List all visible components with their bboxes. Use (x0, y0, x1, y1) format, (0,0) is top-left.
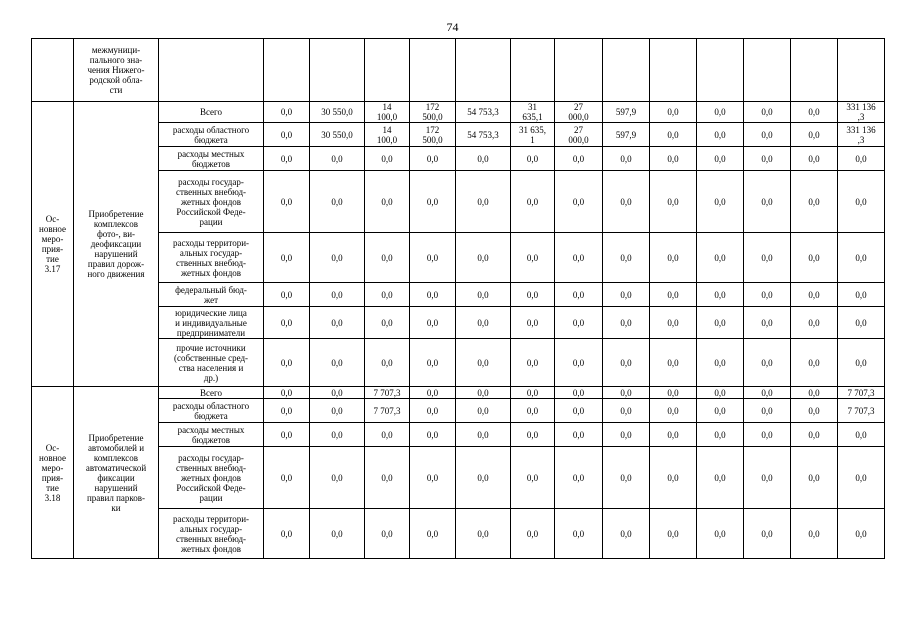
value-cell: 0,0 (310, 447, 365, 509)
value-cell: 0,0 (697, 171, 744, 233)
continuation-row (32, 39, 885, 102)
value-cell: 0,0 (365, 147, 410, 171)
value-cell: 0,0 (511, 283, 555, 307)
value-cell: 0,0 (650, 123, 697, 147)
value-cell: 0,0 (456, 509, 511, 559)
value-cell: 0,0 (650, 147, 697, 171)
value-cell: 0,0 (511, 423, 555, 447)
value-cell: 30 550,0 (310, 102, 365, 123)
value-cell: 0,0 (791, 171, 838, 233)
table-row (32, 283, 885, 307)
value-cell: 0,0 (838, 147, 885, 171)
value-cell: 0,0 (555, 147, 603, 171)
value-cell: 0,0 (310, 307, 365, 339)
funding-source-label: расходы областного бюджета (159, 399, 264, 423)
value-cell: 0,0 (264, 307, 310, 339)
value-cell: 0,0 (744, 147, 791, 171)
value-cell: 31 635, 1 (511, 123, 555, 147)
value-cell: 0,0 (650, 339, 697, 387)
value-cell: 0,0 (697, 233, 744, 283)
value-cell: 0,0 (264, 447, 310, 509)
value-cell: 0,0 (791, 339, 838, 387)
value-cell: 0,0 (264, 233, 310, 283)
value-cell: 0,0 (744, 387, 791, 399)
value-cell: 0,0 (697, 339, 744, 387)
value-cell: 0,0 (555, 447, 603, 509)
value-cell: 0,0 (650, 399, 697, 423)
value-cell: 172 500,0 (410, 102, 456, 123)
page-number: 74 (446, 20, 459, 34)
funding-source-label: расходы государ- ственных внебюд- жетных фондов Российской Феде- рации (159, 447, 264, 509)
funding-source-label: расходы областного бюджета (159, 123, 264, 147)
empty-cell (410, 39, 456, 102)
empty-cell (838, 39, 885, 102)
value-cell: 0,0 (456, 171, 511, 233)
value-cell: 0,0 (838, 233, 885, 283)
table-row (32, 147, 885, 171)
value-cell: 0,0 (555, 307, 603, 339)
value-cell: 0,0 (744, 509, 791, 559)
value-cell: 0,0 (456, 233, 511, 283)
value-cell: 0,0 (555, 399, 603, 423)
value-cell: 0,0 (410, 283, 456, 307)
value-cell: 0,0 (410, 399, 456, 423)
value-cell: 0,0 (310, 147, 365, 171)
funding-source-label: расходы государ- ственных внебюд- жетных фондов Российской Феде- рации (159, 171, 264, 233)
value-cell: 0,0 (264, 423, 310, 447)
value-cell: 0,0 (791, 123, 838, 147)
table-row (32, 307, 885, 339)
value-cell: 0,0 (365, 339, 410, 387)
empty-cell (744, 39, 791, 102)
table-row (32, 387, 885, 399)
value-cell: 0,0 (511, 339, 555, 387)
value-cell: 0,0 (555, 509, 603, 559)
value-cell: 0,0 (456, 447, 511, 509)
value-cell: 0,0 (410, 339, 456, 387)
value-cell: 0,0 (365, 171, 410, 233)
value-cell: 27 000,0 (555, 123, 603, 147)
table-row (32, 102, 885, 123)
value-cell: 0,0 (650, 307, 697, 339)
value-cell: 0,0 (791, 233, 838, 283)
value-cell: 0,0 (650, 233, 697, 283)
funding-source-label: Всего (159, 387, 264, 399)
budget-table (31, 38, 885, 559)
value-cell: 0,0 (603, 447, 650, 509)
value-cell: 31 635,1 (511, 102, 555, 123)
value-cell: 0,0 (791, 147, 838, 171)
value-cell: 0,0 (791, 447, 838, 509)
value-cell: 0,0 (456, 283, 511, 307)
value-cell: 0,0 (603, 423, 650, 447)
value-cell: 0,0 (838, 447, 885, 509)
value-cell: 14 100,0 (365, 102, 410, 123)
value-cell: 0,0 (650, 171, 697, 233)
value-cell: 0,0 (603, 283, 650, 307)
activity-name: Приобретение комплексов фото-, ви- деофиксации нарушений правил дорож- ного движения (74, 102, 159, 387)
code-cell (32, 39, 74, 102)
continuation-name: межмуници- пального зна- чения Нижего- родской обла- сти (74, 39, 159, 102)
value-cell: 0,0 (650, 102, 697, 123)
value-cell: 54 753,3 (456, 102, 511, 123)
value-cell: 0,0 (838, 283, 885, 307)
value-cell: 0,0 (603, 233, 650, 283)
value-cell: 0,0 (744, 283, 791, 307)
funding-source-label: расходы местных бюджетов (159, 147, 264, 171)
value-cell: 14 100,0 (365, 123, 410, 147)
table-row (32, 423, 885, 447)
empty-cell (697, 39, 744, 102)
value-cell: 0,0 (555, 283, 603, 307)
funding-source-label: прочие источники (собственные сред- ства населения и др.) (159, 339, 264, 387)
value-cell: 0,0 (697, 102, 744, 123)
value-cell: 27 000,0 (555, 102, 603, 123)
funding-source-label: федеральный бюд- жет (159, 283, 264, 307)
table-row (32, 447, 885, 509)
value-cell: 0,0 (555, 387, 603, 399)
value-cell: 0,0 (744, 123, 791, 147)
value-cell: 0,0 (264, 171, 310, 233)
value-cell: 0,0 (744, 171, 791, 233)
value-cell: 0,0 (264, 147, 310, 171)
value-cell: 0,0 (744, 339, 791, 387)
value-cell: 0,0 (838, 339, 885, 387)
value-cell: 0,0 (791, 509, 838, 559)
value-cell: 0,0 (650, 283, 697, 307)
value-cell: 0,0 (697, 387, 744, 399)
funding-source-label: расходы территори- альных государ- ственных внебюд- жетных фондов (159, 233, 264, 283)
value-cell: 331 136 ,3 (838, 102, 885, 123)
funding-source-label: Всего (159, 102, 264, 123)
value-cell: 0,0 (365, 307, 410, 339)
table-row (32, 123, 885, 147)
value-cell: 0,0 (650, 447, 697, 509)
value-cell: 0,0 (310, 171, 365, 233)
table-row (32, 509, 885, 559)
value-cell: 7 707,3 (365, 399, 410, 423)
value-cell: 0,0 (310, 233, 365, 283)
value-cell: 0,0 (310, 423, 365, 447)
value-cell: 0,0 (744, 102, 791, 123)
value-cell: 0,0 (456, 147, 511, 171)
value-cell: 0,0 (555, 233, 603, 283)
value-cell: 0,0 (365, 283, 410, 307)
funding-source-label: расходы местных бюджетов (159, 423, 264, 447)
empty-cell (159, 39, 264, 102)
value-cell: 0,0 (697, 123, 744, 147)
value-cell: 0,0 (456, 339, 511, 387)
value-cell: 0,0 (603, 307, 650, 339)
value-cell: 0,0 (310, 509, 365, 559)
value-cell: 0,0 (511, 147, 555, 171)
value-cell: 0,0 (603, 171, 650, 233)
value-cell: 0,0 (603, 399, 650, 423)
value-cell: 0,0 (791, 399, 838, 423)
value-cell: 7 707,3 (838, 399, 885, 423)
value-cell: 0,0 (650, 387, 697, 399)
value-cell: 54 753,3 (456, 123, 511, 147)
value-cell: 0,0 (791, 387, 838, 399)
empty-cell (555, 39, 603, 102)
value-cell: 0,0 (555, 423, 603, 447)
value-cell: 331 136 ,3 (838, 123, 885, 147)
value-cell: 0,0 (791, 307, 838, 339)
empty-cell (310, 39, 365, 102)
value-cell: 0,0 (410, 147, 456, 171)
value-cell: 7 707,3 (365, 387, 410, 399)
value-cell: 0,0 (310, 387, 365, 399)
value-cell: 0,0 (555, 339, 603, 387)
activity-name: Приобретение автомобилей и комплексов автоматической фиксации нарушений правил парков- ки (74, 387, 159, 559)
value-cell: 0,0 (511, 233, 555, 283)
value-cell: 0,0 (697, 283, 744, 307)
value-cell: 0,0 (744, 399, 791, 423)
value-cell: 0,0 (791, 102, 838, 123)
value-cell: 0,0 (264, 387, 310, 399)
value-cell: 0,0 (838, 307, 885, 339)
value-cell: 0,0 (603, 339, 650, 387)
value-cell: 0,0 (744, 233, 791, 283)
value-cell: 0,0 (603, 509, 650, 559)
value-cell: 0,0 (264, 339, 310, 387)
empty-cell (791, 39, 838, 102)
value-cell: 0,0 (456, 423, 511, 447)
value-cell: 0,0 (410, 233, 456, 283)
value-cell: 0,0 (310, 283, 365, 307)
value-cell: 0,0 (365, 233, 410, 283)
value-cell: 0,0 (410, 447, 456, 509)
value-cell: 0,0 (456, 399, 511, 423)
value-cell: 0,0 (456, 307, 511, 339)
value-cell: 597,9 (603, 102, 650, 123)
value-cell: 0,0 (838, 509, 885, 559)
value-cell: 0,0 (697, 423, 744, 447)
value-cell: 0,0 (744, 423, 791, 447)
table-body (32, 39, 885, 559)
funding-source-label: расходы территори- альных государ- ственных внебюд- жетных фондов (159, 509, 264, 559)
empty-cell (456, 39, 511, 102)
value-cell: 0,0 (603, 147, 650, 171)
value-cell: 0,0 (365, 447, 410, 509)
value-cell: 0,0 (410, 387, 456, 399)
empty-cell (650, 39, 697, 102)
activity-code: Ос- новное меро- прия- тие 3.17 (32, 102, 74, 387)
value-cell: 172 500,0 (410, 123, 456, 147)
value-cell: 0,0 (791, 423, 838, 447)
value-cell: 0,0 (264, 102, 310, 123)
value-cell: 0,0 (744, 447, 791, 509)
empty-cell (603, 39, 650, 102)
value-cell: 0,0 (603, 387, 650, 399)
value-cell: 0,0 (511, 307, 555, 339)
value-cell: 0,0 (410, 509, 456, 559)
empty-cell (264, 39, 310, 102)
value-cell: 0,0 (264, 283, 310, 307)
value-cell: 0,0 (264, 399, 310, 423)
table-row (32, 233, 885, 283)
table-row (32, 171, 885, 233)
value-cell: 0,0 (410, 307, 456, 339)
funding-source-label: юридические лица и индивидуальные предприниматели (159, 307, 264, 339)
value-cell: 0,0 (838, 423, 885, 447)
table-row (32, 339, 885, 387)
value-cell: 30 550,0 (310, 123, 365, 147)
value-cell: 0,0 (697, 447, 744, 509)
value-cell: 0,0 (310, 399, 365, 423)
value-cell: 0,0 (697, 399, 744, 423)
value-cell: 0,0 (511, 447, 555, 509)
value-cell: 0,0 (310, 339, 365, 387)
empty-cell (511, 39, 555, 102)
value-cell: 0,0 (511, 509, 555, 559)
value-cell: 0,0 (744, 307, 791, 339)
value-cell: 0,0 (365, 423, 410, 447)
value-cell: 0,0 (410, 171, 456, 233)
value-cell: 0,0 (697, 147, 744, 171)
value-cell: 0,0 (697, 307, 744, 339)
value-cell: 0,0 (264, 509, 310, 559)
value-cell: 0,0 (838, 171, 885, 233)
value-cell: 0,0 (456, 387, 511, 399)
value-cell: 0,0 (511, 171, 555, 233)
value-cell: 0,0 (365, 509, 410, 559)
value-cell: 0,0 (650, 423, 697, 447)
value-cell: 0,0 (791, 283, 838, 307)
value-cell: 0,0 (697, 509, 744, 559)
activity-code: Ос- новное меро- прия- тие 3.18 (32, 387, 74, 559)
value-cell: 0,0 (511, 387, 555, 399)
value-cell: 597,9 (603, 123, 650, 147)
value-cell: 0,0 (555, 171, 603, 233)
value-cell: 0,0 (264, 123, 310, 147)
value-cell: 0,0 (511, 399, 555, 423)
empty-cell (365, 39, 410, 102)
value-cell: 0,0 (410, 423, 456, 447)
value-cell: 7 707,3 (838, 387, 885, 399)
value-cell: 0,0 (650, 509, 697, 559)
table-row (32, 399, 885, 423)
